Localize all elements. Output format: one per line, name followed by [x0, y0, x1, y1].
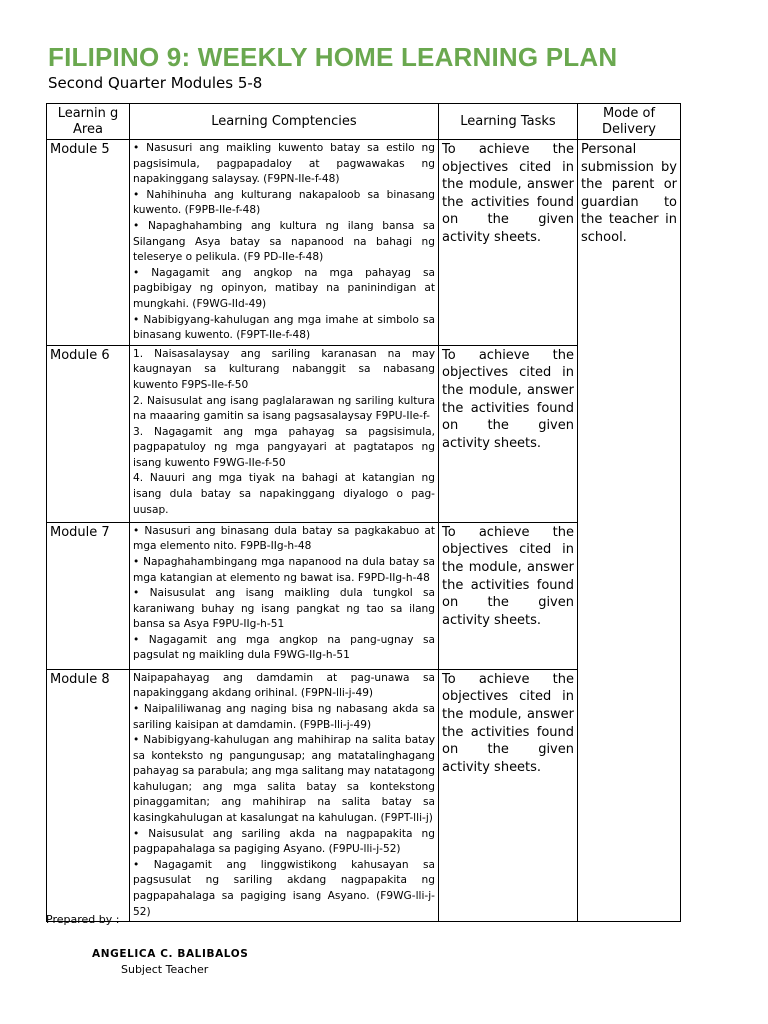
learning-area-cell: Module 7: [47, 522, 130, 669]
competency-item: 1. Naisasalaysay ang sariling karanasan na may kaugnayan sa kulturang nabanggit sa nabasang kuwento F9PS-IIe-f-50: [133, 347, 435, 391]
competency-item: 3. Nagagamit ang mga pahayag sa pagsisimula, pagpapatuloy ng mga pangyayari at pagtatapos ng isang kuwento F9WG-IIe-f-50: [133, 425, 435, 469]
competency-item: • Napaghahambingang mga napanood na dula batay sa mga katangian at elemento ng bawat isa. F9PD-IIg-h-48: [133, 555, 435, 584]
competency-item: • Nabibigyang-kahulugan ang mga imahe at simbolo sa binasang kuwento. (F9PT-IIe-f-48): [133, 313, 435, 342]
learning-area-cell: Module 8: [47, 669, 130, 922]
competencies-cell: [130, 345, 439, 522]
competencies-cell: [130, 669, 439, 922]
learning-area-cell: Module 6: [47, 345, 130, 522]
prepared-by-label: Prepared by :: [46, 913, 120, 926]
competency-item: • Naisusulat ang isang maikling dula tungkol sa karaniwang buhay ng isang pangkat ng tao sa ilang bansa sa Asya F9PU-IIg-h-51: [133, 587, 435, 631]
document-subtitle: Second Quarter Modules 5-8: [48, 74, 263, 92]
learning-task-cell: To achieve the objectives cited in the module, answer the activities found on the given activity sheets.: [439, 345, 578, 522]
competency-item: • Naipaliliwanag ang naging bisa ng nabasang akda sa sariling kaisipan at damdamin. (F9PB-lli-j-49): [133, 702, 435, 731]
competency-item: • Napaghahambing ang kultura ng ilang bansa sa Silangang Asya batay sa napanood na bahagi ng teleserye o pelikula. (F9 PD-IIe-f-48): [133, 219, 435, 264]
column-header-tasks: Learning Tasks: [439, 104, 578, 140]
table-header-row: [47, 104, 681, 140]
column-header-competencies: Learning Comptencies: [130, 104, 439, 140]
competency-item: Naipapahayag ang damdamin at pag-unawa sa napakinggang akdang orihinal. (F9PN-lli-j-49): [133, 671, 435, 700]
learning-task-cell: To achieve the objectives cited in the module, answer the activities found on the given activity sheets.: [439, 522, 578, 669]
document-title: FILIPINO 9: WEEKLY HOME LEARNING PLAN: [48, 42, 618, 72]
competency-item: 2. Naisusulat ang isang paglalarawan ng sariling kultura na maaaring gamitin sa isang pagsasalaysay F9PU-IIe-f-: [133, 394, 435, 423]
learning-area-cell: Module 5: [47, 140, 130, 346]
competency-item: • Nagagamit ang mga angkop na pang-ugnay sa pagsulat ng maikling dula F9WG-IIg-h-51: [133, 633, 435, 662]
competency-item: • Nasusuri ang maikling kuwento batay sa estilo ng pagsisimula, pagpapadaloy at pagwawakas ng napakinggang salaysay. (F9PN-IIe-f-48): [133, 142, 435, 186]
column-header-mode: Mode of Delivery: [578, 104, 681, 140]
competency-item: • Nasusuri ang binasang dula batay sa pagkakabuo at mga elemento nito. F9PB-IIg-h-48: [133, 524, 435, 553]
learning-task-cell: To achieve the objectives cited in the module, answer the activities found on the given activity sheets.: [439, 669, 578, 922]
table-row: [47, 140, 681, 346]
competency-item: 4. Nauuri ang mga tiyak na bahagi at katangian ng isang dula batay sa napakinggang diyalogo o pag-uusap.: [133, 472, 435, 516]
competencies-cell: [130, 522, 439, 669]
column-header-learning-area: Learnin g Area: [47, 104, 130, 140]
teacher-name: ANGELICA C. BALIBALOS: [92, 948, 249, 960]
competency-item: • Nahihinuha ang kulturang nakapaloob sa binasang kuwento. (F9PB-IIe-f-48): [133, 188, 435, 217]
competencies-cell: [130, 140, 439, 346]
competency-item: • Naisusulat ang sariling akda na nagpapakita ng pagpapahalaga sa pagiging Asyano. (F9PU-lli-j-52): [133, 827, 435, 856]
mode-of-delivery-cell: Personal submission by the parent or guardian to the teacher in school.: [578, 140, 681, 922]
competency-item: • Nagagamit ang linggwistikong kahusayan sa pagsusulat ng sariling akdang nagpapakita ng pagpapahalaga sa pagiging isang Asyano. (F9WG-lli-j-52): [133, 858, 435, 918]
learning-plan-table: [46, 103, 681, 922]
competency-item: • Nagagamit ang angkop na mga pahayag sa pagbibigay ng opinyon, matibay na paninindigan at mungkahi. (F9WG-IId-49): [133, 266, 435, 310]
learning-task-cell: To achieve the objectives cited in the module, answer the activities found on the given activity sheets.: [439, 140, 578, 346]
competency-item: • Nabibigyang-kahulugan ang mahihirap na salita batay sa konteksto ng pangungusap; ang matatalinghagang pahayag sa parabula; ang mga salitang may natatagong kahulugan; ang mga salita batay sa kontekstong pinaggamitan; ang mahihirap na salita batay sa kasingkahulugan at kasalungat na kahulugan. (F9PT-lli-j): [133, 734, 435, 825]
teacher-role: Subject Teacher: [121, 963, 209, 976]
